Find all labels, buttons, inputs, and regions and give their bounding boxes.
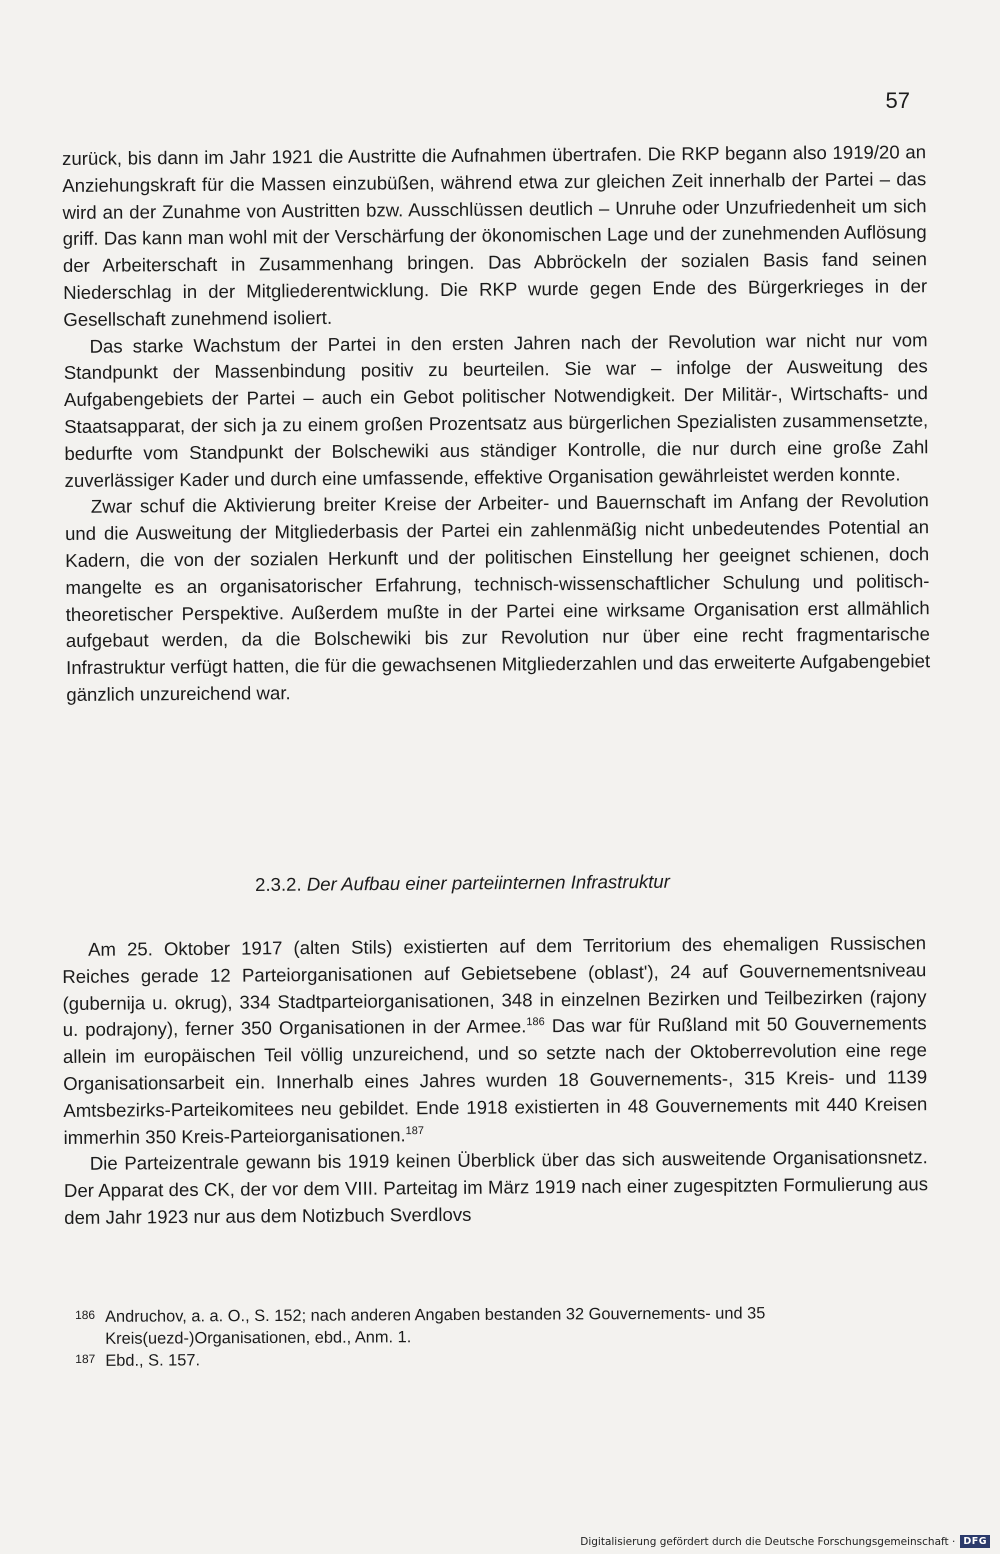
footnote-ref-187: 187 — [405, 1124, 425, 1137]
dfg-logo-icon: DFG — [960, 1535, 990, 1548]
body-text-block-1 — [62, 139, 930, 709]
digitization-footer — [580, 1535, 990, 1548]
footnote-text: Ebd., S. 157. — [105, 1351, 201, 1370]
footnote-number: 187 — [75, 1351, 96, 1366]
paragraph-1: zurück, bis dann im Jahr 1921 die Austritte die Aufnahmen übertrafen. Die RKP begann also 1919/20 an Anziehungskraft für die Massen einzubüßen, während etwa zur gleichen Zeit innerhalb der Partei – das wird an der Zunahme von Austritten bzw. Ausschlüssen deutlich – Unruhe oder Unzufriedenheit um sich griff. Das kann man wohl mit der Verschärfung der ökonomischen Lage und der zunehmenden Auflösung der Arbeiterschaft in Zusammenhang bringen. Das Abbröckeln der sozialen Basis fand seinen Niederschlag in der Mitgliederentwicklung. Die RKP wurde gegen Ende des Bürgerkrieges in der Gesellschaft zunehmend isoliert. — [62, 141, 928, 330]
footnote-187 — [75, 1345, 935, 1372]
footnote-number: 186 — [75, 1307, 96, 1322]
footnote-ref-186: 186 — [526, 1016, 545, 1029]
paragraph-2: Das starke Wachstum der Partei in den ersten Jahren nach der Revolution war nicht nur vom Standpunkt der Massenbindung positiv zu beurteilen. Sie war – infolge der Ausweitung des Aufgabengebiets der Partei – auch ein Gebot politischer Notwendigkeit. Der Militär-, Wirtschafts- und Staatsapparat, der sich ja zu einem großen Prozentsatz aus bürgerlichen Spezialisten zusammensetzte, bedurfte vom Standpunkt der Bolschewiki aus ständiger Kontrolle, die nur durch eine große Zahl zuverlässiger Kader und durch eine umfassende, effektive Organisation gewährleistet werden konnte. — [63, 328, 929, 491]
section-heading — [255, 870, 775, 896]
section-title: Der Aufbau einer parteiinternen Infrastruktur — [306, 870, 670, 895]
body-text-block-2 — [62, 930, 928, 1232]
footnote-186 — [75, 1301, 935, 1350]
paragraph-4-text-a: Am 25. Oktober 1917 (alten Stils) existierten auf dem Territorium des ehemaligen Russischen Reiches gerade 12 Parteiorganisationen auf Gebietsebene (oblast'), 24 auf Gouvernementsniveau (gubernija u. okrug), 334 Stadtparteiorganisationen, 348 in einzelnen Bezirken und Teilbezirken (rajony u. podrajony), ferner 350 Organisationen in der Armee. — [62, 932, 927, 1041]
paragraph-4 — [62, 930, 928, 1151]
paragraph-5: Die Parteizentrale gewann bis 1919 keinen Überblick über das sich ausweitende Organisationsnetz. Der Apparat des CK, der vor dem VIII. Parteitag im März 1919 nach einer zugespitzten Formulierung aus dem Jahr 1923 nur aus dem Notizbuch Sverdlovs — [63, 1146, 929, 1228]
section-number: 2.3.2. — [255, 873, 302, 895]
footnote-text: Andruchov, a. a. O., S. 152; nach anderen Angaben bestanden 32 Gouvernements- und 35 Kreis(uezd-)Organisationen, ebd., Anm. 1. — [105, 1304, 766, 1348]
page-number: 57 — [885, 88, 910, 113]
footer-text: Digitalisierung gefördert durch die Deutsche Forschungsgemeinschaft · — [580, 1535, 956, 1548]
footnotes — [75, 1301, 935, 1372]
paragraph-3: Zwar schuf die Aktivierung breiter Kreise der Arbeiter- und Bauernschaft im Anfang der Revolution und die Ausweitung der Mitgliederbasis der Partei ein zahlenmäßig nicht unbedeutendes Potential an Kadern, die von der sozialen Herkunft und der politischen Einstellung her geeignet schienen, doch mangelte es an organisatorischer Erfahrung, technisch-wissenschaftlicher Schulung und politisch-theoretischer Perspektive. Außerdem mußte in der Partei eine wirksame Organisation erst allmählich aufgebaut werden, da die Bolschewiki bis zur Revolution nur über eine recht fragmentarische Infrastruktur verfügt hatten, die für die gewachsenen Mitgliederzahlen und das erweiterte Aufgabengebiet gänzlich unzureichend war. — [64, 489, 931, 705]
paragraph-4-text-b: Das war für Rußland mit 50 Gouvernements allein im europäischen Teil völlig unzureichend, und so setzte nach der Oktoberrevolution eine rege Organisationsarbeit ein. Innerhalb eines Jahres wurden 18 Gouvernements-, 315 Kreis- und 1139 Amtsbezirks-Parteikomitees neu gebildet. Ende 1918 existierten in 48 Gouvernements mit 440 Kreisen immerhin 350 Kreis-Parteiorganisationen. — [62, 1012, 928, 1148]
